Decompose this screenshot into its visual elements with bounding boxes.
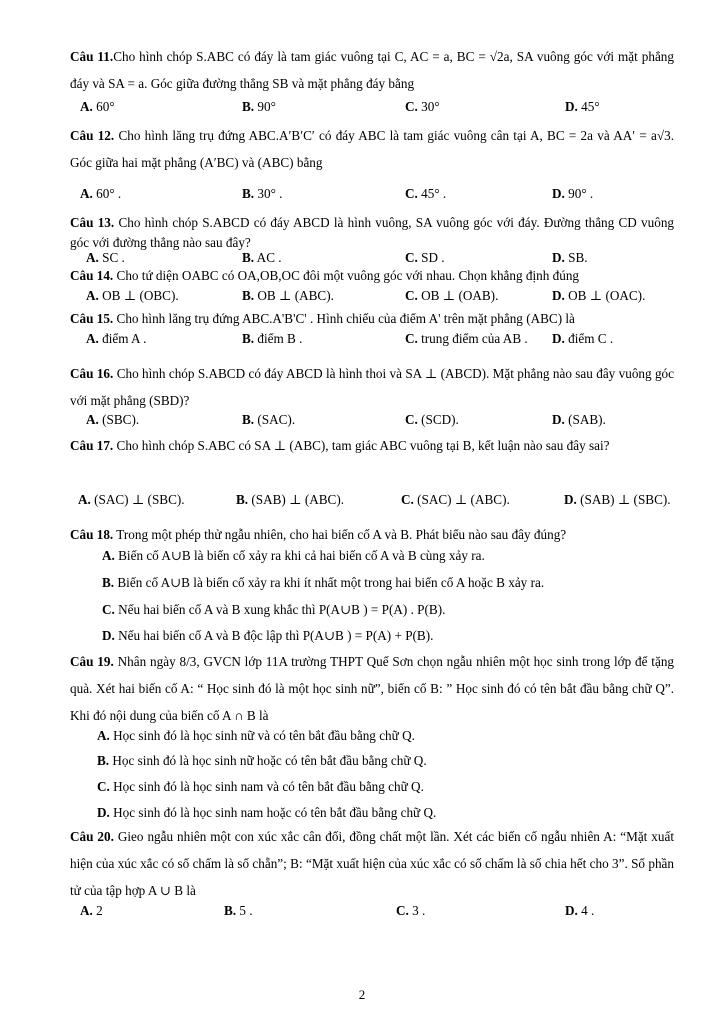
option-d: D. điểm C . <box>552 331 614 346</box>
question-number: Câu 13. <box>70 215 115 230</box>
question-number: Câu 18. <box>70 527 114 542</box>
options-12 <box>76 186 676 210</box>
question-text: Cho hình chóp S.ABC có SA ⊥ (ABC), tam giác ABC vuông tại B, kết luận nào sau đây sai? <box>116 438 610 453</box>
question-11 <box>70 43 674 97</box>
question-14 <box>70 266 674 286</box>
question-text: Cho hình lăng trụ đứng ABC.A′B′C′ có đáy ABC là tam giác vuông cân tại A, BC = 2a và AA′ = a√3. Góc giữa hai mặt phẳng (A′BC) và (ABC) bằng <box>70 128 675 170</box>
option-c: C. 30° <box>405 99 440 114</box>
page-number: 2 <box>358 987 366 1002</box>
option-d: D. Học sinh đó là học sinh nam hoặc có tên bắt đầu bằng chữ Q. <box>97 805 437 820</box>
question-15 <box>70 309 674 329</box>
option-a: A. 60° . <box>80 186 122 201</box>
option-a: A. 60° <box>80 99 115 114</box>
option-d: D. 45° <box>565 99 600 114</box>
option-c: C. OB ⊥ (OAB). <box>405 288 499 303</box>
option-c: C. SD . <box>405 250 445 265</box>
question-19 <box>70 648 674 729</box>
question-number: Câu 20. <box>70 829 114 844</box>
question-text: Cho hình chóp S.ABCD có đáy ABCD là hình thoi và SA ⊥ (ABCD). Mặt phẳng nào sau đây vuông góc với mặt phẳng (SBD)? <box>70 366 675 408</box>
question-13 <box>70 213 674 253</box>
question-text: Cho hình lăng trụ đứng ABC.A'B'C' . Hình chiếu của điểm A' trên mặt phẳng (ABC) là <box>116 311 575 326</box>
option-a: A. OB ⊥ (OBC). <box>86 288 179 303</box>
question-text: Gieo ngẫu nhiên một con xúc xắc cân đối, đồng chất một lần. Xét các biến cố ngẫu nhiên A: “Mặt xuất hiện của xúc xắc có số chấm là số chẵn”; B: “Mặt xuất hiện của xúc xắc có số chấm là số chia hết cho 3”. Số phần tử của tập hợp A ∪ B là <box>70 829 675 898</box>
question-18 <box>70 521 674 548</box>
option-d: D. 90° . <box>552 186 594 201</box>
option-b: B. (SAC). <box>242 412 296 427</box>
option-d: D. (SAB) ⊥ (SBC). <box>564 492 671 507</box>
option-c: C. (SAC) ⊥ (ABC). <box>401 492 510 507</box>
option-d: D. OB ⊥ (OAC). <box>552 288 646 303</box>
options-15 <box>76 331 676 355</box>
option-a: A. (SBC). <box>86 412 140 427</box>
option-d: D. 4 . <box>565 903 595 918</box>
option-c: C. 45° . <box>405 186 447 201</box>
question-number: Câu 14. <box>70 268 114 283</box>
option-c: C. Nếu hai biến cố A và B xung khắc thì P(A∪B ) = P(A) . P(B). <box>102 602 446 617</box>
option-d: D. Nếu hai biến cố A và B độc lập thì P(A∪B ) = P(A) + P(B). <box>102 628 434 643</box>
option-b: B. Biến cố A∪B là biến cố xảy ra khi ít nhất một trong hai biến cố A hoặc B xảy ra. <box>102 575 545 590</box>
option-b: B. (SAB) ⊥ (ABC). <box>236 492 345 507</box>
question-text: Nhân ngày 8/3, GVCN lớp 11A trường THPT Quế Sơn chọn ngẫu nhiên một học sinh trong lớp để tặng quà. Xét hai biến cố A: “ Học sinh đó là một học sinh nữ”, biến cố B: ” Học sinh đó có tên bắt đầu bằng chữ Q”. Khi đó nội dung của biến cố A ∩ B là <box>70 654 675 723</box>
option-b: B. điểm B . <box>242 331 303 346</box>
option-d: D. (SAB). <box>552 412 606 427</box>
option-a: A. Học sinh đó là học sinh nữ và có tên bắt đầu bằng chữ Q. <box>97 728 415 743</box>
question-text: Cho tứ diện OABC có OA,OB,OC đôi một vuông góc với nhau. Chọn khẳng định đúng <box>116 268 580 283</box>
question-number: Câu 19. <box>70 654 114 669</box>
option-a: A. (SAC) ⊥ (SBC). <box>78 492 185 507</box>
question-16 <box>70 360 674 414</box>
question-number: Câu 12. <box>70 128 115 143</box>
options-19 <box>97 728 677 828</box>
options-17 <box>76 492 676 516</box>
question-number: Câu 15. <box>70 311 114 326</box>
question-text: Cho hình chóp S.ABCD có đáy ABCD là hình vuông, SA vuông góc với đáy. Đường thẳng CD vuông góc với đường thẳng nào sau đây? <box>70 215 675 250</box>
option-a: A. Biến cố A∪B là biến cố xảy ra khi cả hai biến cố A và B cùng xảy ra. <box>102 548 485 563</box>
question-text: Trong một phép thử ngẫu nhiên, cho hai biến cố A và B. Phát biểu nào sau đây đúng? <box>116 527 567 542</box>
option-d: D. SB. <box>552 250 588 265</box>
option-b: B. AC . <box>242 250 282 265</box>
option-b: B. OB ⊥ (ABC). <box>242 288 334 303</box>
question-12 <box>70 122 674 176</box>
question-17 <box>70 432 674 459</box>
option-a: A. 2 <box>80 903 103 918</box>
question-number: Câu 16. <box>70 366 114 381</box>
option-b: B. 90° <box>242 99 276 114</box>
question-text: Cho hình chóp S.ABC có đáy là tam giác vuông tại C, AC = a, BC = √2a, SA vuông góc với mặt phẳng đáy và SA = a. Góc giữa đường thẳng SB và mặt phẳng đáy bằng <box>70 49 674 91</box>
option-a: A. SC . <box>86 250 125 265</box>
option-c: C. (SCD). <box>405 412 459 427</box>
options-20 <box>76 903 676 927</box>
option-c: C. 3 . <box>396 903 426 918</box>
question-number: Câu 11. <box>70 49 114 64</box>
options-18 <box>102 548 682 648</box>
options-11 <box>76 99 676 123</box>
option-a: A. điểm A . <box>86 331 147 346</box>
option-c: C. Học sinh đó là học sinh nam và có tên bắt đầu bằng chữ Q. <box>97 779 424 794</box>
option-b: B. 30° . <box>242 186 283 201</box>
question-number: Câu 17. <box>70 438 114 453</box>
option-b: B. 5 . <box>224 903 253 918</box>
question-20 <box>70 823 674 904</box>
option-c: C. trung điểm của AB . <box>405 331 528 346</box>
option-b: B. Học sinh đó là học sinh nữ hoặc có tên bắt đầu bằng chữ Q. <box>97 753 427 768</box>
